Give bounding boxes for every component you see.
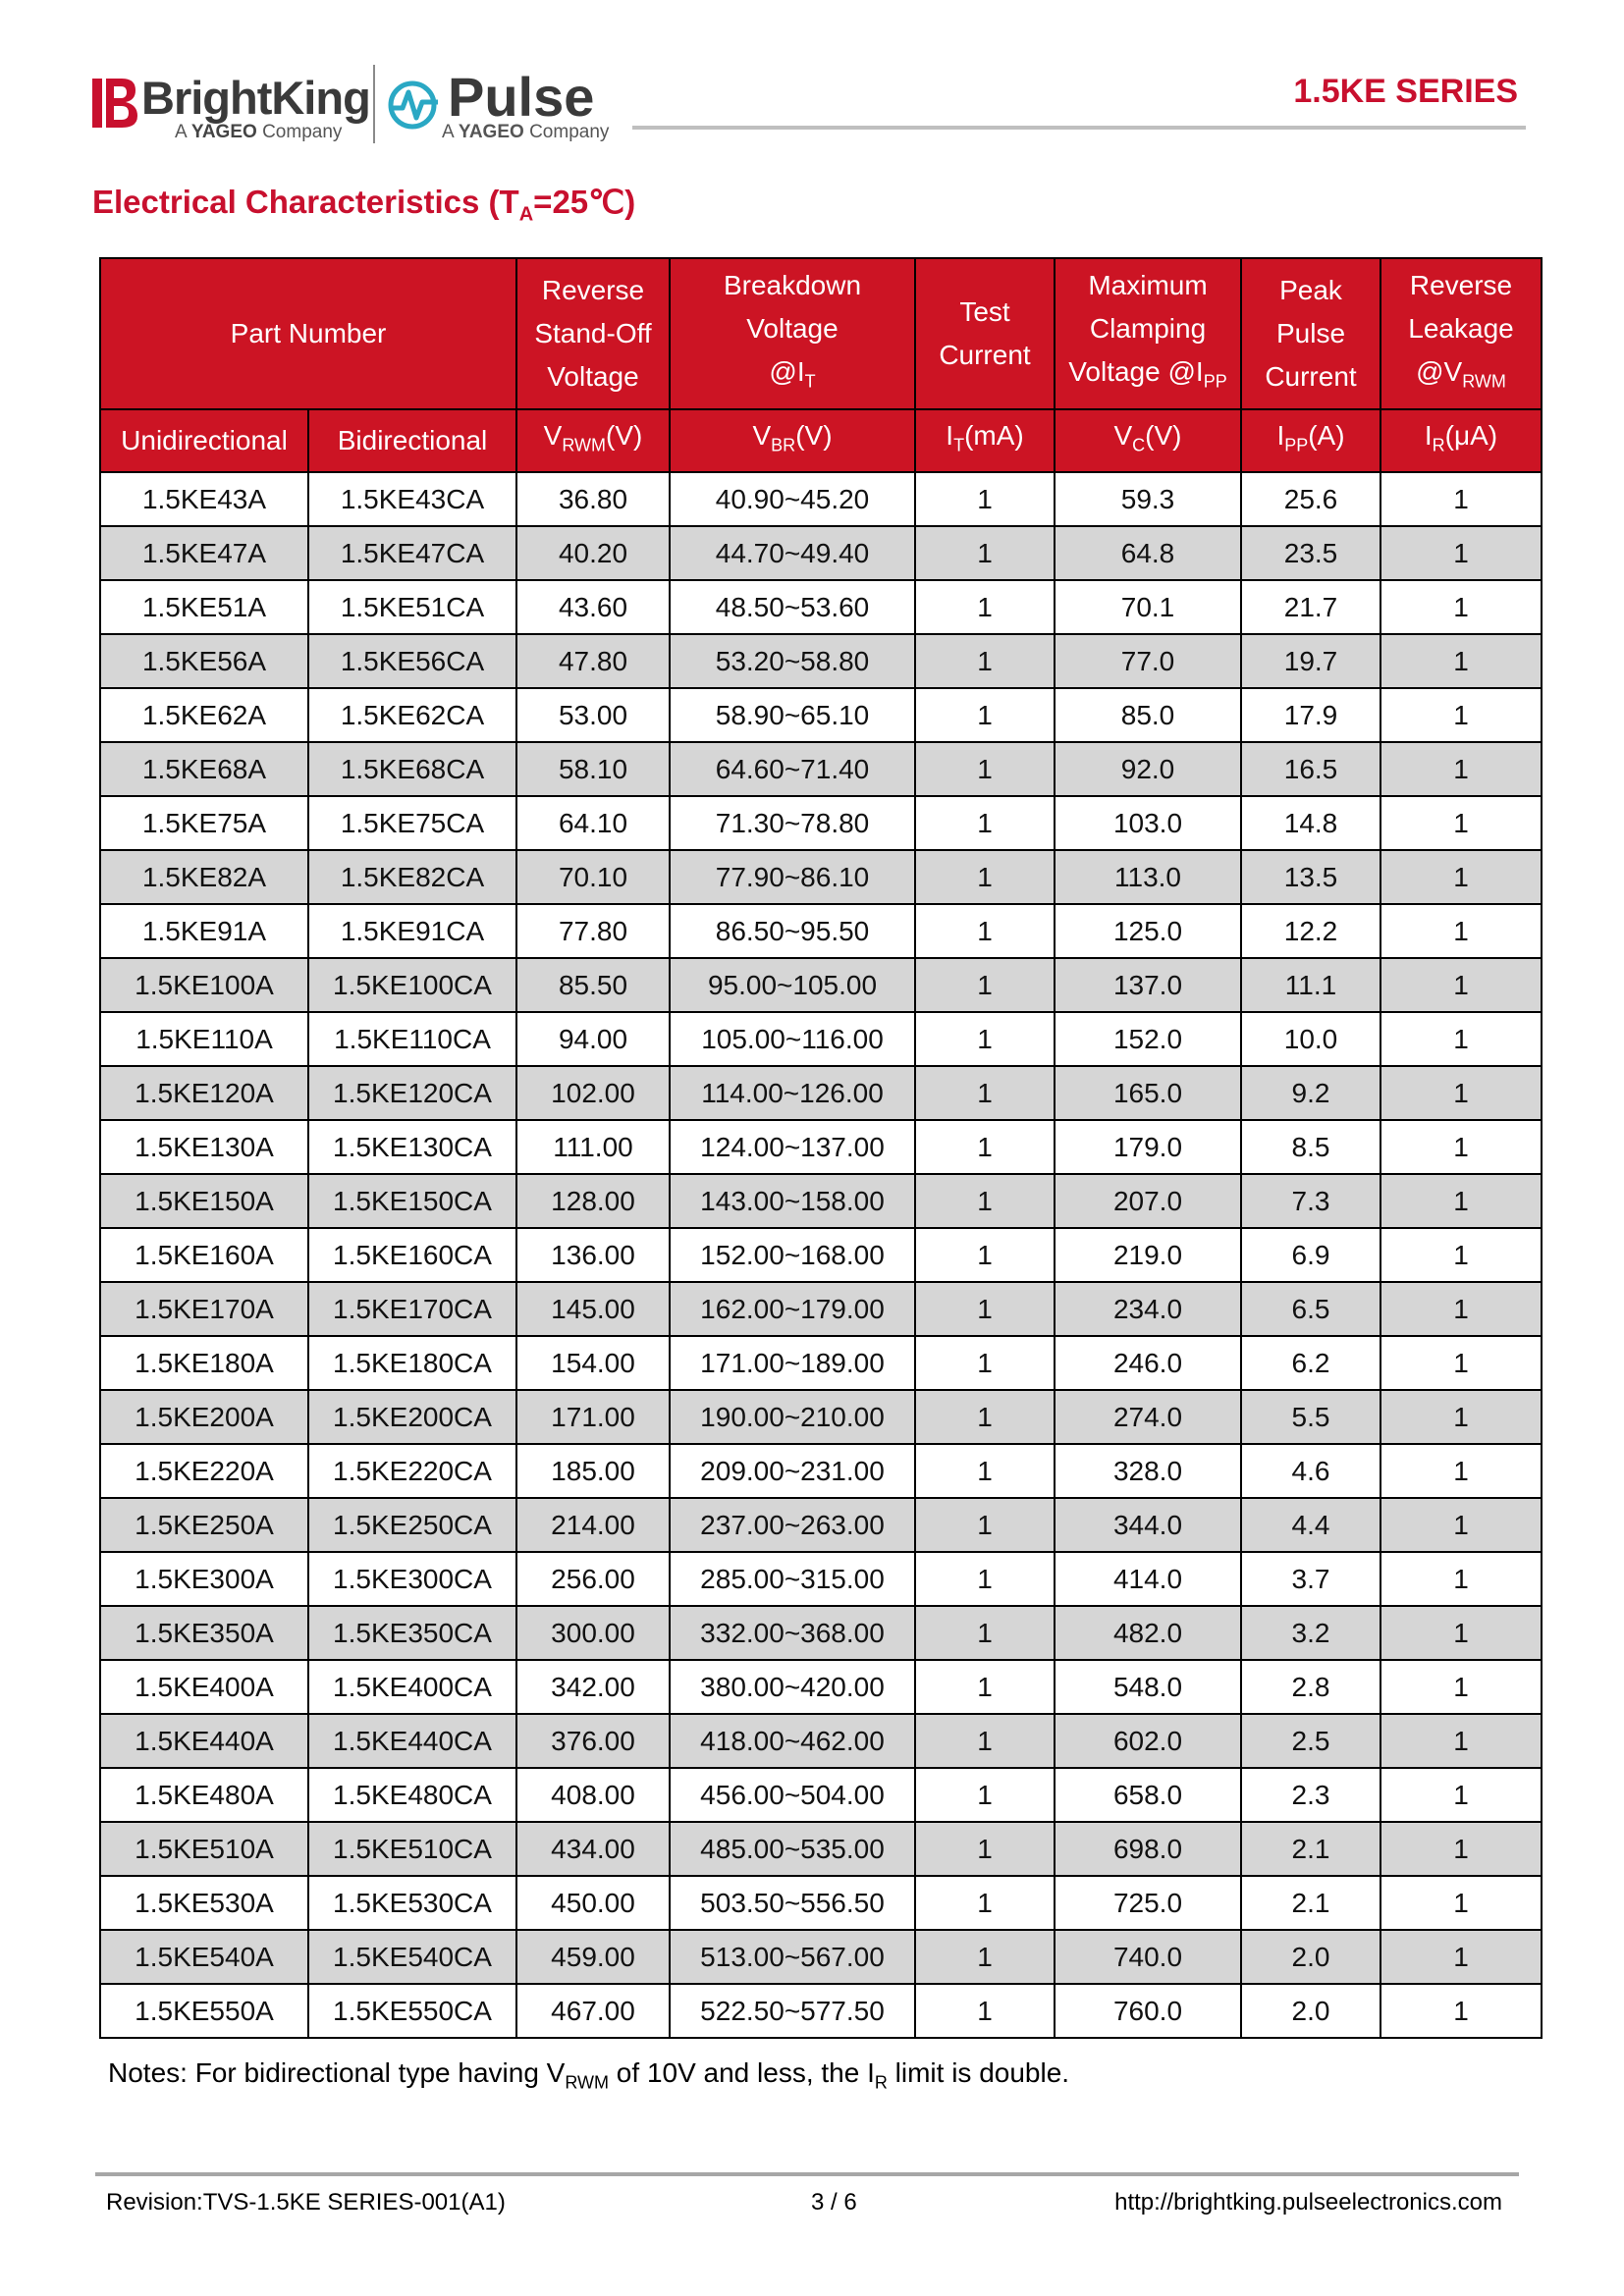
- table-row: [100, 1012, 1542, 1066]
- cell-unidirectional: 1.5KE350A: [100, 1606, 308, 1660]
- cell-unidirectional: 1.5KE510A: [100, 1822, 308, 1876]
- cell-bidirectional: 1.5KE82CA: [308, 850, 516, 904]
- header-unidirectional: Unidirectional: [100, 409, 308, 472]
- cell-ipp: 4.4: [1241, 1498, 1380, 1552]
- cell-vbr: 190.00~210.00: [670, 1390, 915, 1444]
- cell-it: 1: [915, 958, 1055, 1012]
- cell-bidirectional: 1.5KE220CA: [308, 1444, 516, 1498]
- cell-ir: 1: [1380, 472, 1542, 526]
- cell-ipp: 14.8: [1241, 796, 1380, 850]
- cell-vc: 59.3: [1055, 472, 1241, 526]
- cell-bidirectional: 1.5KE150CA: [308, 1174, 516, 1228]
- cell-it: 1: [915, 742, 1055, 796]
- cell-unidirectional: 1.5KE62A: [100, 688, 308, 742]
- cell-vc: 92.0: [1055, 742, 1241, 796]
- cell-vrwm: 154.00: [516, 1336, 670, 1390]
- cell-vbr: 64.60~71.40: [670, 742, 915, 796]
- cell-vbr: 171.00~189.00: [670, 1336, 915, 1390]
- cell-vrwm: 376.00: [516, 1714, 670, 1768]
- brightking-name: BrightKing: [141, 72, 370, 124]
- cell-vbr: 105.00~116.00: [670, 1012, 915, 1066]
- table-row: [100, 850, 1542, 904]
- cell-it: 1: [915, 796, 1055, 850]
- cell-unidirectional: 1.5KE91A: [100, 904, 308, 958]
- cell-vrwm: 77.80: [516, 904, 670, 958]
- electrical-characteristics-table: [99, 257, 1543, 2039]
- cell-vbr: 77.90~86.10: [670, 850, 915, 904]
- cell-vc: 152.0: [1055, 1012, 1241, 1066]
- cell-vrwm: 214.00: [516, 1498, 670, 1552]
- cell-vbr: 456.00~504.00: [670, 1768, 915, 1822]
- cell-vc: 125.0: [1055, 904, 1241, 958]
- cell-vrwm: 342.00: [516, 1660, 670, 1714]
- cell-bidirectional: 1.5KE180CA: [308, 1336, 516, 1390]
- table-row: [100, 742, 1542, 796]
- cell-unidirectional: 1.5KE110A: [100, 1012, 308, 1066]
- table-row: [100, 1552, 1542, 1606]
- cell-vbr: 44.70~49.40: [670, 526, 915, 580]
- cell-unidirectional: 1.5KE56A: [100, 634, 308, 688]
- cell-it: 1: [915, 1282, 1055, 1336]
- cell-unidirectional: 1.5KE220A: [100, 1444, 308, 1498]
- table-row: [100, 1228, 1542, 1282]
- table-body: [100, 472, 1542, 2038]
- cell-unidirectional: 1.5KE120A: [100, 1066, 308, 1120]
- cell-it: 1: [915, 1390, 1055, 1444]
- table-row: [100, 958, 1542, 1012]
- cell-ir: 1: [1380, 1552, 1542, 1606]
- cell-ipp: 2.1: [1241, 1876, 1380, 1930]
- table-row: [100, 472, 1542, 526]
- cell-unidirectional: 1.5KE51A: [100, 580, 308, 634]
- logo-divider: [373, 65, 375, 143]
- cell-ir: 1: [1380, 958, 1542, 1012]
- cell-vrwm: 40.20: [516, 526, 670, 580]
- cell-unidirectional: 1.5KE200A: [100, 1390, 308, 1444]
- header-row: [100, 258, 1542, 409]
- cell-vbr: 209.00~231.00: [670, 1444, 915, 1498]
- cell-ir: 1: [1380, 688, 1542, 742]
- cell-ir: 1: [1380, 1876, 1542, 1930]
- cell-vc: 219.0: [1055, 1228, 1241, 1282]
- cell-vbr: 86.50~95.50: [670, 904, 915, 958]
- cell-vbr: 237.00~263.00: [670, 1498, 915, 1552]
- cell-ir: 1: [1380, 526, 1542, 580]
- cell-bidirectional: 1.5KE75CA: [308, 796, 516, 850]
- cell-ir: 1: [1380, 904, 1542, 958]
- cell-it: 1: [915, 1876, 1055, 1930]
- cell-ipp: 10.0: [1241, 1012, 1380, 1066]
- cell-it: 1: [915, 580, 1055, 634]
- cell-vc: 137.0: [1055, 958, 1241, 1012]
- cell-it: 1: [915, 634, 1055, 688]
- header-reverse-leakage: Reverse Leakage $@V_{RWM}$: [1380, 258, 1542, 409]
- cell-bidirectional: 1.5KE160CA: [308, 1228, 516, 1282]
- cell-vrwm: 128.00: [516, 1174, 670, 1228]
- cell-vbr: 380.00~420.00: [670, 1660, 915, 1714]
- cell-ipp: 21.7: [1241, 580, 1380, 634]
- cell-unidirectional: 1.5KE540A: [100, 1930, 308, 1984]
- table-row: [100, 1444, 1542, 1498]
- pulse-tagline: A YAGEO Company: [442, 122, 610, 142]
- cell-ipp: 19.7: [1241, 634, 1380, 688]
- cell-bidirectional: 1.5KE300CA: [308, 1552, 516, 1606]
- cell-bidirectional: 1.5KE350CA: [308, 1606, 516, 1660]
- cell-vc: 602.0: [1055, 1714, 1241, 1768]
- cell-vrwm: 94.00: [516, 1012, 670, 1066]
- cell-it: 1: [915, 472, 1055, 526]
- table-row: [100, 1120, 1542, 1174]
- cell-unidirectional: 1.5KE170A: [100, 1282, 308, 1336]
- cell-bidirectional: 1.5KE130CA: [308, 1120, 516, 1174]
- cell-bidirectional: 1.5KE110CA: [308, 1012, 516, 1066]
- footer-url: http://brightking.pulseelectronics.com: [1114, 2189, 1502, 2216]
- cell-ipp: 4.6: [1241, 1444, 1380, 1498]
- cell-ipp: 6.2: [1241, 1336, 1380, 1390]
- cell-it: 1: [915, 1660, 1055, 1714]
- cell-vrwm: 43.60: [516, 580, 670, 634]
- cell-vrwm: 102.00: [516, 1066, 670, 1120]
- cell-vbr: 53.20~58.80: [670, 634, 915, 688]
- cell-it: 1: [915, 1444, 1055, 1498]
- cell-vc: 760.0: [1055, 1984, 1241, 2038]
- cell-unidirectional: 1.5KE82A: [100, 850, 308, 904]
- cell-vc: 414.0: [1055, 1552, 1241, 1606]
- footer-page-number: 3 / 6: [811, 2189, 857, 2216]
- cell-ipp: 25.6: [1241, 472, 1380, 526]
- cell-vbr: 152.00~168.00: [670, 1228, 915, 1282]
- cell-vc: 103.0: [1055, 796, 1241, 850]
- cell-ir: 1: [1380, 1120, 1542, 1174]
- cell-vbr: 71.30~78.80: [670, 796, 915, 850]
- cell-vc: 179.0: [1055, 1120, 1241, 1174]
- cell-vrwm: 408.00: [516, 1768, 670, 1822]
- units-row: [100, 409, 1542, 472]
- cell-unidirectional: 1.5KE43A: [100, 472, 308, 526]
- cell-ipp: 5.5: [1241, 1390, 1380, 1444]
- unit-vrwm: $V_{RWM}(V)$: [516, 409, 670, 472]
- cell-vc: 207.0: [1055, 1174, 1241, 1228]
- cell-ir: 1: [1380, 1174, 1542, 1228]
- cell-vc: 85.0: [1055, 688, 1241, 742]
- cell-vbr: 513.00~567.00: [670, 1930, 915, 1984]
- cell-vbr: 58.90~65.10: [670, 688, 915, 742]
- table-row: [100, 1930, 1542, 1984]
- cell-vrwm: 70.10: [516, 850, 670, 904]
- cell-vbr: 40.90~45.20: [670, 472, 915, 526]
- table-row: [100, 1876, 1542, 1930]
- cell-bidirectional: 1.5KE440CA: [308, 1714, 516, 1768]
- cell-vbr: 124.00~137.00: [670, 1120, 915, 1174]
- cell-ir: 1: [1380, 1444, 1542, 1498]
- cell-vbr: 143.00~158.00: [670, 1174, 915, 1228]
- cell-it: 1: [915, 1228, 1055, 1282]
- cell-vbr: 503.50~556.50: [670, 1876, 915, 1930]
- cell-unidirectional: 1.5KE400A: [100, 1660, 308, 1714]
- cell-ipp: 16.5: [1241, 742, 1380, 796]
- cell-vc: 246.0: [1055, 1336, 1241, 1390]
- cell-vc: 113.0: [1055, 850, 1241, 904]
- cell-vrwm: 64.10: [516, 796, 670, 850]
- table-row: [100, 1660, 1542, 1714]
- cell-unidirectional: 1.5KE300A: [100, 1552, 308, 1606]
- cell-vrwm: 47.80: [516, 634, 670, 688]
- unit-ir: $I_R(\mu A)$: [1380, 409, 1542, 472]
- cell-vrwm: 300.00: [516, 1606, 670, 1660]
- cell-unidirectional: 1.5KE68A: [100, 742, 308, 796]
- cell-it: 1: [915, 526, 1055, 580]
- cell-vrwm: 171.00: [516, 1390, 670, 1444]
- cell-ir: 1: [1380, 1282, 1542, 1336]
- cell-it: 1: [915, 1822, 1055, 1876]
- cell-vbr: 95.00~105.00: [670, 958, 915, 1012]
- cell-bidirectional: 1.5KE400CA: [308, 1660, 516, 1714]
- header-peak-pulse-current: Peak Pulse Current: [1241, 258, 1380, 409]
- cell-it: 1: [915, 1930, 1055, 1984]
- cell-ipp: 9.2: [1241, 1066, 1380, 1120]
- cell-it: 1: [915, 1336, 1055, 1390]
- cell-ipp: 12.2: [1241, 904, 1380, 958]
- cell-ir: 1: [1380, 742, 1542, 796]
- cell-unidirectional: 1.5KE47A: [100, 526, 308, 580]
- cell-ipp: 3.2: [1241, 1606, 1380, 1660]
- table-row: [100, 1282, 1542, 1336]
- cell-ir: 1: [1380, 1228, 1542, 1282]
- table-row: [100, 904, 1542, 958]
- cell-it: 1: [915, 1012, 1055, 1066]
- cell-ir: 1: [1380, 1984, 1542, 2038]
- cell-vrwm: 53.00: [516, 688, 670, 742]
- cell-ipp: 2.0: [1241, 1984, 1380, 2038]
- cell-ipp: 2.5: [1241, 1714, 1380, 1768]
- cell-vrwm: 459.00: [516, 1930, 670, 1984]
- cell-vbr: 522.50~577.50: [670, 1984, 915, 2038]
- table-row: [100, 1822, 1542, 1876]
- cell-bidirectional: 1.5KE510CA: [308, 1822, 516, 1876]
- table-row: [100, 1174, 1542, 1228]
- header-reverse-standoff: Reverse Stand-Off Voltage: [516, 258, 670, 409]
- cell-bidirectional: 1.5KE550CA: [308, 1984, 516, 2038]
- table-row: [100, 1768, 1542, 1822]
- cell-unidirectional: 1.5KE75A: [100, 796, 308, 850]
- cell-ir: 1: [1380, 1822, 1542, 1876]
- cell-unidirectional: 1.5KE480A: [100, 1768, 308, 1822]
- cell-ir: 1: [1380, 1606, 1542, 1660]
- table-row: [100, 1066, 1542, 1120]
- cell-vbr: 114.00~126.00: [670, 1066, 915, 1120]
- header-clamping-voltage: Maximum Clamping Voltage $@I_{PP}$: [1055, 258, 1241, 409]
- cell-bidirectional: 1.5KE47CA: [308, 526, 516, 580]
- cell-ipp: 17.9: [1241, 688, 1380, 742]
- cell-it: 1: [915, 1714, 1055, 1768]
- cell-it: 1: [915, 1984, 1055, 2038]
- unit-ipp: $I_{PP}(A)$: [1241, 409, 1380, 472]
- cell-unidirectional: 1.5KE150A: [100, 1174, 308, 1228]
- table-row: [100, 634, 1542, 688]
- cell-vc: 698.0: [1055, 1822, 1241, 1876]
- cell-ipp: 2.3: [1241, 1768, 1380, 1822]
- header-rule: [632, 126, 1526, 130]
- page-header: [92, 61, 1526, 149]
- cell-it: 1: [915, 1174, 1055, 1228]
- cell-unidirectional: 1.5KE160A: [100, 1228, 308, 1282]
- cell-ir: 1: [1380, 1336, 1542, 1390]
- header-breakdown-voltage: Breakdown Voltage $@I_T$: [670, 258, 915, 409]
- cell-ipp: 6.5: [1241, 1282, 1380, 1336]
- cell-it: 1: [915, 1768, 1055, 1822]
- cell-ir: 1: [1380, 1390, 1542, 1444]
- cell-vc: 548.0: [1055, 1660, 1241, 1714]
- unit-vc: $V_C(V)$: [1055, 409, 1241, 472]
- cell-bidirectional: 1.5KE250CA: [308, 1498, 516, 1552]
- table-notes: Notes: For bidirectional type having $V_{RWM}$ of 10V and less, the $I_R$ limit is double.: [108, 2057, 1070, 2093]
- pulse-logo: [387, 66, 642, 147]
- cell-vc: 64.8: [1055, 526, 1241, 580]
- cell-it: 1: [915, 1606, 1055, 1660]
- cell-it: 1: [915, 1120, 1055, 1174]
- cell-vrwm: 58.10: [516, 742, 670, 796]
- section-title: Electrical Characteristics $(T_A=25℃)$: [92, 184, 636, 226]
- cell-vrwm: 136.00: [516, 1228, 670, 1282]
- cell-bidirectional: 1.5KE530CA: [308, 1876, 516, 1930]
- cell-unidirectional: 1.5KE530A: [100, 1876, 308, 1930]
- cell-ir: 1: [1380, 1714, 1542, 1768]
- cell-vc: 70.1: [1055, 580, 1241, 634]
- cell-bidirectional: 1.5KE100CA: [308, 958, 516, 1012]
- cell-it: 1: [915, 688, 1055, 742]
- cell-vbr: 285.00~315.00: [670, 1552, 915, 1606]
- cell-ir: 1: [1380, 1012, 1542, 1066]
- cell-ir: 1: [1380, 1660, 1542, 1714]
- cell-vc: 274.0: [1055, 1390, 1241, 1444]
- table-row: [100, 1336, 1542, 1390]
- table-row: [100, 1498, 1542, 1552]
- cell-bidirectional: 1.5KE51CA: [308, 580, 516, 634]
- brightking-logo: [92, 69, 370, 147]
- cell-vc: 77.0: [1055, 634, 1241, 688]
- cell-bidirectional: 1.5KE56CA: [308, 634, 516, 688]
- cell-unidirectional: 1.5KE550A: [100, 1984, 308, 2038]
- header-test-current: Test Current: [915, 258, 1055, 409]
- pulse-name: Pulse: [448, 66, 595, 128]
- brightking-tagline: A YAGEO Company: [175, 122, 343, 142]
- table-row: [100, 1984, 1542, 2038]
- cell-vrwm: 434.00: [516, 1822, 670, 1876]
- cell-bidirectional: 1.5KE120CA: [308, 1066, 516, 1120]
- unit-vbr: $V_{BR}(V)$: [670, 409, 915, 472]
- cell-bidirectional: 1.5KE68CA: [308, 742, 516, 796]
- cell-bidirectional: 1.5KE170CA: [308, 1282, 516, 1336]
- table-row: [100, 1714, 1542, 1768]
- cell-vbr: 418.00~462.00: [670, 1714, 915, 1768]
- cell-ir: 1: [1380, 1930, 1542, 1984]
- cell-vbr: 48.50~53.60: [670, 580, 915, 634]
- cell-unidirectional: 1.5KE440A: [100, 1714, 308, 1768]
- cell-ipp: 13.5: [1241, 850, 1380, 904]
- cell-ir: 1: [1380, 850, 1542, 904]
- footer-rule: [95, 2172, 1519, 2176]
- cell-vrwm: 36.80: [516, 472, 670, 526]
- table-row: [100, 1606, 1542, 1660]
- cell-ipp: 6.9: [1241, 1228, 1380, 1282]
- cell-bidirectional: 1.5KE480CA: [308, 1768, 516, 1822]
- cell-vrwm: 185.00: [516, 1444, 670, 1498]
- cell-unidirectional: 1.5KE130A: [100, 1120, 308, 1174]
- brightking-mark-icon: [92, 79, 137, 128]
- cell-ir: 1: [1380, 634, 1542, 688]
- cell-unidirectional: 1.5KE250A: [100, 1498, 308, 1552]
- cell-ir: 1: [1380, 1066, 1542, 1120]
- cell-vc: 740.0: [1055, 1930, 1241, 1984]
- header-bidirectional: Bidirectional: [308, 409, 516, 472]
- cell-it: 1: [915, 1552, 1055, 1606]
- header-part-number: Part Number: [100, 258, 516, 409]
- cell-ipp: 2.8: [1241, 1660, 1380, 1714]
- cell-it: 1: [915, 1066, 1055, 1120]
- cell-vc: 658.0: [1055, 1768, 1241, 1822]
- cell-vbr: 485.00~535.00: [670, 1822, 915, 1876]
- cell-vrwm: 467.00: [516, 1984, 670, 2038]
- cell-bidirectional: 1.5KE62CA: [308, 688, 516, 742]
- cell-ir: 1: [1380, 580, 1542, 634]
- table-row: [100, 796, 1542, 850]
- series-title: 1.5KE SERIES: [1293, 73, 1518, 110]
- cell-it: 1: [915, 850, 1055, 904]
- cell-vc: 344.0: [1055, 1498, 1241, 1552]
- cell-vrwm: 145.00: [516, 1282, 670, 1336]
- footer-revision: Revision:TVS-1.5KE SERIES-001(A1): [106, 2189, 506, 2216]
- cell-vc: 234.0: [1055, 1282, 1241, 1336]
- table-row: [100, 580, 1542, 634]
- cell-ir: 1: [1380, 1498, 1542, 1552]
- cell-vc: 165.0: [1055, 1066, 1241, 1120]
- cell-unidirectional: 1.5KE100A: [100, 958, 308, 1012]
- cell-ipp: 11.1: [1241, 958, 1380, 1012]
- cell-ipp: 2.0: [1241, 1930, 1380, 1984]
- cell-ipp: 3.7: [1241, 1552, 1380, 1606]
- table-row: [100, 526, 1542, 580]
- cell-vrwm: 256.00: [516, 1552, 670, 1606]
- cell-it: 1: [915, 904, 1055, 958]
- pulse-mark-icon: [387, 80, 442, 130]
- cell-bidirectional: 1.5KE540CA: [308, 1930, 516, 1984]
- cell-ipp: 7.3: [1241, 1174, 1380, 1228]
- unit-it: $I_T(mA)$: [915, 409, 1055, 472]
- cell-vrwm: 111.00: [516, 1120, 670, 1174]
- cell-bidirectional: 1.5KE91CA: [308, 904, 516, 958]
- cell-vc: 482.0: [1055, 1606, 1241, 1660]
- table-row: [100, 1390, 1542, 1444]
- cell-ipp: 8.5: [1241, 1120, 1380, 1174]
- table-row: [100, 688, 1542, 742]
- cell-ir: 1: [1380, 1768, 1542, 1822]
- cell-vrwm: 85.50: [516, 958, 670, 1012]
- cell-ipp: 2.1: [1241, 1822, 1380, 1876]
- cell-it: 1: [915, 1498, 1055, 1552]
- cell-unidirectional: 1.5KE180A: [100, 1336, 308, 1390]
- cell-ir: 1: [1380, 796, 1542, 850]
- cell-bidirectional: 1.5KE43CA: [308, 472, 516, 526]
- cell-vbr: 332.00~368.00: [670, 1606, 915, 1660]
- cell-ipp: 23.5: [1241, 526, 1380, 580]
- cell-bidirectional: 1.5KE200CA: [308, 1390, 516, 1444]
- cell-vc: 328.0: [1055, 1444, 1241, 1498]
- cell-vbr: 162.00~179.00: [670, 1282, 915, 1336]
- cell-vrwm: 450.00: [516, 1876, 670, 1930]
- cell-vc: 725.0: [1055, 1876, 1241, 1930]
